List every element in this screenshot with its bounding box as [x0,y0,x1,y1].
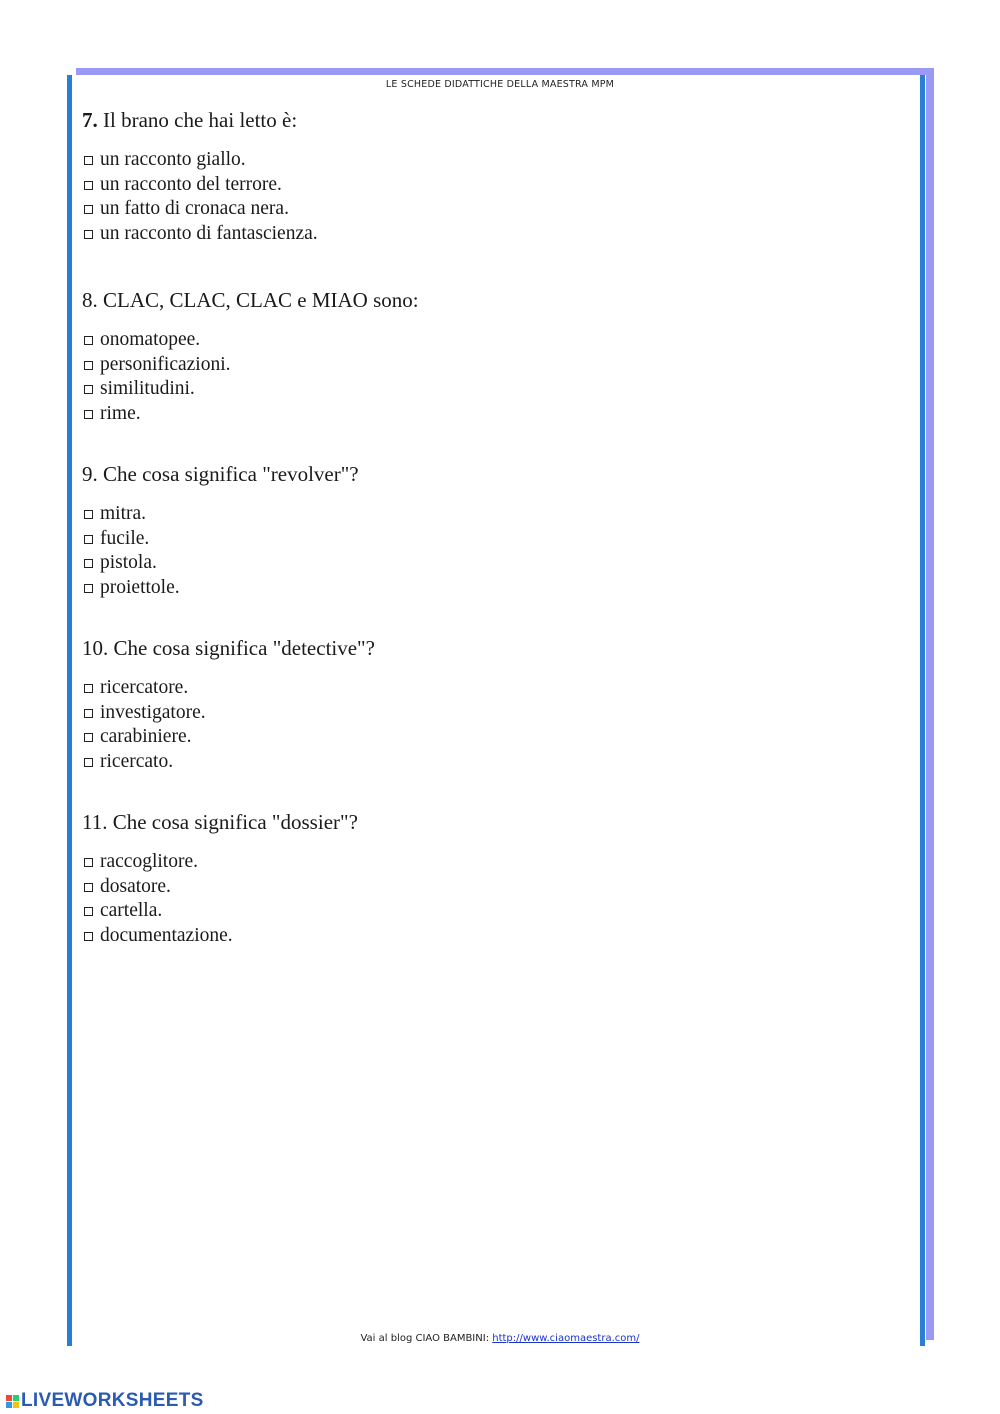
answer-option-label: ricercato. [100,751,174,773]
question-text: Che cosa significa "detective"? [113,636,375,660]
checkbox-icon[interactable] [84,385,93,394]
answer-option[interactable] [82,750,902,775]
answer-option[interactable] [82,701,902,726]
question-number: 8. [82,288,98,312]
answer-option-label: dosatore. [100,875,171,897]
checkbox-icon[interactable] [84,156,93,165]
answer-option[interactable] [82,173,902,198]
checkbox-icon[interactable] [84,181,93,190]
checkbox-icon[interactable] [84,883,93,892]
answer-option-label: documentazione. [100,925,233,947]
logo-square [6,1395,12,1401]
logo-square [13,1395,19,1401]
question-text: CLAC, CLAC, CLAC e MIAO sono: [103,288,419,312]
checkbox-icon[interactable] [84,205,93,214]
answer-option-label: similitudini. [100,378,195,400]
answer-option[interactable] [82,328,902,353]
checkbox-icon[interactable] [84,758,93,767]
answer-option[interactable] [82,197,902,222]
question-block-11 [82,808,902,949]
checkbox-icon[interactable] [84,684,93,693]
answer-option[interactable] [82,576,902,601]
answer-option-label: un racconto di fantascienza. [100,223,318,245]
question-9 [82,460,902,488]
checkbox-icon[interactable] [84,410,93,419]
answer-option[interactable] [82,527,902,552]
answer-option[interactable] [82,402,902,427]
brand-name: LIVEWORKSHEETS [21,1390,204,1411]
question-7 [82,106,902,134]
answer-option[interactable] [82,551,902,576]
answer-option-label: mitra. [100,503,147,524]
checkbox-icon[interactable] [84,709,93,718]
question-10 [82,634,902,662]
question-11 [82,808,902,836]
page-frame-right [920,75,925,1346]
answer-option-label: un racconto giallo. [100,149,246,170]
question-8 [82,286,902,314]
question-number: 7. [82,108,98,132]
footer-blog-link[interactable]: http://www.ciaomaestra.com/ [492,1333,640,1344]
question-text: Che cosa significa "revolver"? [103,462,359,486]
checkbox-icon[interactable] [84,584,93,593]
question-block-10 [82,634,902,775]
answer-option-label: un racconto del terrore. [100,173,282,195]
page-frame-top [76,68,934,75]
question-text: Che cosa significa "dossier"? [112,810,358,834]
question-block-8 [82,286,902,427]
checkbox-icon[interactable] [84,336,93,345]
answer-option[interactable] [82,353,902,378]
page-footer [0,1333,1000,1344]
answer-option[interactable] [82,899,902,924]
answer-option-label: raccoglitore. [100,851,198,872]
answer-option[interactable] [82,502,902,527]
answer-options [82,148,902,247]
liveworksheets-brand[interactable] [6,1390,204,1412]
page-frame-right-shadow [926,68,934,1340]
answer-option[interactable] [82,377,902,402]
answer-option-label: cartella. [100,900,163,922]
answer-option[interactable] [82,222,902,247]
question-number: 9. [82,462,98,486]
checkbox-icon[interactable] [84,858,93,867]
answer-option-label: proiettole. [100,577,180,599]
answer-option-label: onomatopee. [100,329,201,350]
question-block-7 [82,106,902,247]
question-text: Il brano che hai letto è: [103,108,298,132]
answer-option[interactable] [82,924,902,949]
page-header-title: LE SCHEDE DIDATTICHE DELLA MAESTRA MPM [385,79,615,90]
answer-options [82,850,902,949]
logo-square [6,1402,12,1408]
answer-option-label: rime. [100,403,141,425]
answer-option-label: investigatore. [100,701,206,723]
logo-square [13,1402,19,1408]
answer-option-label: fucile. [100,527,150,549]
answer-options [82,328,902,427]
answer-option-label: ricercatore. [100,677,189,698]
answer-option-label: personificazioni. [100,353,231,375]
checkbox-icon[interactable] [84,932,93,941]
checkbox-icon[interactable] [84,361,93,370]
answer-options [82,502,902,601]
answer-option-label: pistola. [100,552,157,574]
answer-option[interactable] [82,850,902,875]
answer-option[interactable] [82,725,902,750]
footer-text: Vai al blog CIAO BAMBINI: [360,1333,490,1344]
checkbox-icon[interactable] [84,535,93,544]
checkbox-icon[interactable] [84,230,93,239]
answer-option-label: un fatto di cronaca nera. [100,198,289,220]
checkbox-icon[interactable] [84,733,93,742]
page-frame-left [67,75,72,1346]
answer-options [82,676,902,775]
answer-option[interactable] [82,875,902,900]
checkbox-icon[interactable] [84,907,93,916]
question-number: 11. [82,810,108,834]
checkbox-icon[interactable] [84,559,93,568]
checkbox-icon[interactable] [84,510,93,519]
question-number: 10. [82,636,109,660]
liveworksheets-logo-icon [6,1395,19,1408]
answer-option-label: carabiniere. [100,726,192,748]
question-block-9 [82,460,902,601]
answer-option[interactable] [82,148,902,173]
answer-option[interactable] [82,676,902,701]
